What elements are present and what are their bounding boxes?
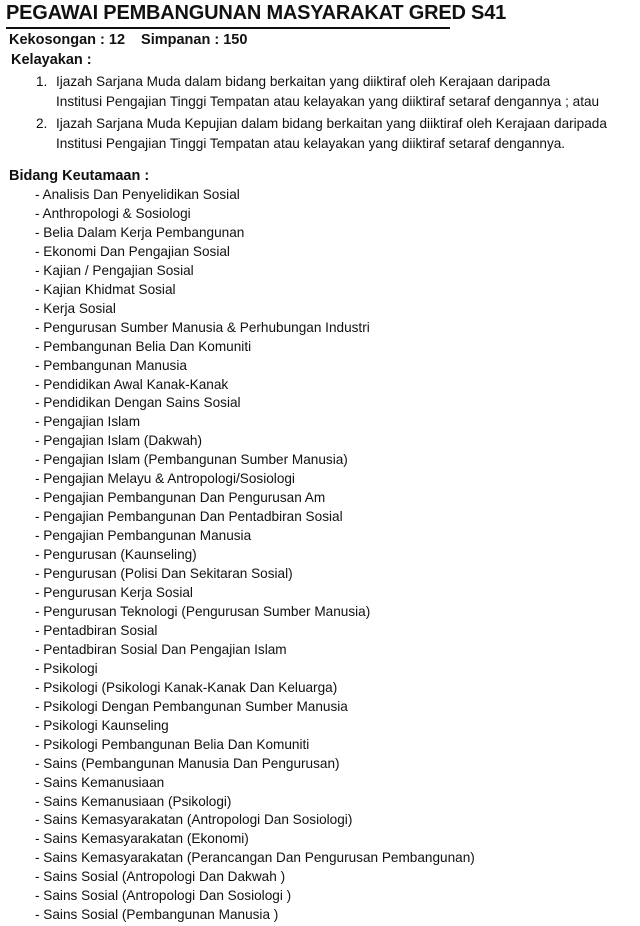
kelayakan-heading: Kelayakan : (11, 52, 92, 68)
bidang-item: - Pembangunan Manusia (35, 357, 187, 373)
bidang-item: - Psikologi Kaunseling (35, 717, 169, 733)
bidang-item: - Pendidikan Dengan Sains Sosial (35, 395, 241, 411)
bidang-item: - Psikologi Pembangunan Belia Dan Komuniti (35, 736, 310, 752)
vacancy-stats (9, 32, 247, 48)
bidang-heading: Bidang Keutamaan : (9, 168, 150, 184)
kelayakan-number: 2. (36, 116, 48, 131)
kelayakan-item (36, 114, 636, 154)
bidang-item: - Pengurusan Kerja Sosial (35, 585, 193, 601)
bidang-item: - Sains Kemasyarakatan (Perancangan Dan Pengurusan Pembangunan) (35, 850, 475, 866)
kelayakan-number: 1. (36, 74, 48, 89)
bidang-item: - Sains Kemanusiaan (35, 774, 165, 790)
bidang-item: - Pengajian Melayu & Antropologi/Sosiologi (35, 471, 295, 487)
bidang-item: - Pengurusan (Polisi Dan Sekitaran Sosial) (35, 566, 293, 582)
bidang-item: - Pentadbiran Sosial Dan Pengajian Islam (35, 641, 287, 657)
bidang-item: - Anthropologi & Sosiologi (35, 205, 191, 221)
bidang-item: - Pengajian Islam (Dakwah) (35, 433, 202, 449)
kelayakan-text-continued: Institusi Pengajian Tinggi Tempatan atau kelayakan yang diiktiraf setaraf dengannya. (56, 136, 566, 151)
bidang-item: - Pengajian Pembangunan Dan Pentadbiran Sosial (35, 509, 343, 525)
kekosongan-label: Kekosongan : 12 (9, 32, 126, 48)
bidang-item: - Pengurusan Sumber Manusia & Perhubungan Industri (35, 319, 370, 335)
bidang-item: - Sains Sosial (Pembangunan Manusia ) (35, 907, 279, 923)
bidang-item: - Sains Kemasyarakatan (Antropologi Dan Sosiologi) (35, 812, 353, 828)
page-title: PEGAWAI PEMBANGUNAN MASYARAKAT GRED S41 (6, 2, 507, 24)
bidang-item: - Psikologi (35, 660, 98, 676)
bidang-item: - Sains Kemanusiaan (Psikologi) (35, 793, 232, 809)
kelayakan-item (36, 72, 636, 112)
bidang-item: - Ekonomi Dan Pengajian Sosial (35, 243, 230, 259)
bidang-item: - Kerja Sosial (35, 300, 116, 316)
kelayakan-text: Ijazah Sarjana Muda Kepujian dalam bidang berkaitan yang diiktiraf oleh Kerajaan daripada (56, 116, 607, 131)
simpanan-label: Simpanan : 150 (141, 32, 248, 48)
bidang-list (35, 186, 475, 925)
bidang-item: - Sains Kemasyarakatan (Ekonomi) (35, 831, 249, 847)
bidang-item: - Pengajian Pembangunan Manusia (35, 528, 252, 544)
bidang-item: - Analisis Dan Penyelidikan Sosial (35, 187, 240, 202)
kelayakan-text-continued: Institusi Pengajian Tinggi Tempatan atau kelayakan yang diiktiraf setaraf dengannya ; atau (56, 94, 600, 109)
bidang-item: - Pengajian Pembangunan Dan Pengurusan Am (35, 490, 326, 506)
title-underline (6, 27, 450, 29)
bidang-item: - Psikologi (Psikologi Kanak-Kanak Dan Keluarga) (35, 679, 338, 695)
bidang-item: - Pengajian Islam (35, 414, 141, 430)
bidang-item: - Pengajian Islam (Pembangunan Sumber Manusia) (35, 452, 348, 468)
bidang-item: - Pengurusan Teknologi (Pengurusan Sumber Manusia) (35, 603, 371, 619)
bidang-item: - Pendidikan Awal Kanak-Kanak (35, 376, 229, 392)
bidang-item: - Psikologi Dengan Pembangunan Sumber Manusia (35, 698, 348, 714)
bidang-item: - Kajian Khidmat Sosial (35, 281, 176, 297)
bidang-item: - Belia Dalam Kerja Pembangunan (35, 224, 245, 240)
bidang-item: - Sains Sosial (Antropologi Dan Dakwah ) (35, 869, 286, 885)
kelayakan-text: Ijazah Sarjana Muda dalam bidang berkaitan yang diiktiraf oleh Kerajaan daripada (56, 74, 551, 89)
bidang-item: - Pengurusan (Kaunseling) (35, 547, 197, 563)
bidang-item: - Pembangunan Belia Dan Komuniti (35, 338, 252, 354)
bidang-item: - Kajian / Pengajian Sosial (35, 262, 194, 278)
bidang-item: - Pentadbiran Sosial (35, 622, 158, 638)
bidang-item: - Sains (Pembangunan Manusia Dan Pengurusan) (35, 755, 340, 771)
bidang-item: - Sains Sosial (Antropologi Dan Sosiologi ) (35, 888, 292, 904)
